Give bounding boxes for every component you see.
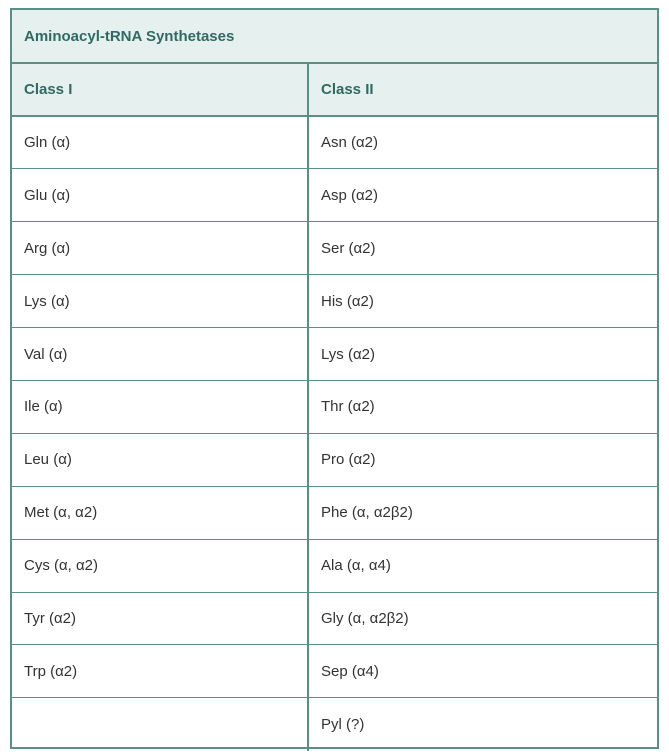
class-i-cell: Met (α, α2) xyxy=(12,486,308,539)
table-row xyxy=(12,698,657,751)
table-row xyxy=(12,275,657,328)
class-ii-cell: Pyl (?) xyxy=(321,715,365,733)
class-ii-cell: Sep (α4) xyxy=(308,645,657,698)
table-title: Aminoacyl-tRNA Synthetases xyxy=(12,10,657,63)
class-i-cell: Gln (α) xyxy=(12,116,308,169)
class-ii-cell: Lys (α2) xyxy=(308,328,657,381)
class-i-cell: Ile (α) xyxy=(12,380,308,433)
table-row xyxy=(12,433,657,486)
class-i-cell: Arg (α) xyxy=(12,222,308,275)
synthetase-table xyxy=(10,8,659,749)
column-header-class-i: Class I xyxy=(12,63,308,116)
class-ii-cell: His (α2) xyxy=(308,275,657,328)
synthetase-table-grid xyxy=(12,10,657,751)
class-ii-cell: Asn (α2) xyxy=(308,116,657,169)
table-row xyxy=(12,645,657,698)
table-title-row xyxy=(12,10,657,63)
class-ii-cell: Thr (α2) xyxy=(308,380,657,433)
class-ii-cell: Gly (α, α2β2) xyxy=(308,592,657,645)
class-i-cell: Glu (α) xyxy=(12,169,308,222)
class-ii-cell: Pro (α2) xyxy=(308,433,657,486)
class-i-cell: Cys (α, α2) xyxy=(12,539,308,592)
table-row xyxy=(12,222,657,275)
table-row xyxy=(12,169,657,222)
class-ii-cell: Ala (α, α4) xyxy=(308,539,657,592)
column-header-class-ii: Class II xyxy=(308,63,657,116)
table-row xyxy=(12,328,657,381)
class-ii-cell: Phe (α, α2β2) xyxy=(308,486,657,539)
table-row xyxy=(12,592,657,645)
table-row xyxy=(12,486,657,539)
class-i-cell: Trp (α2) xyxy=(12,645,308,698)
class-i-cell xyxy=(12,698,308,751)
class-ii-cell: Asp (α2) xyxy=(308,169,657,222)
table-header-row xyxy=(12,63,657,116)
class-i-cell: Tyr (α2) xyxy=(12,592,308,645)
class-i-cell: Lys (α) xyxy=(12,275,308,328)
class-i-cell: Val (α) xyxy=(12,328,308,381)
table-row xyxy=(12,116,657,169)
table-row xyxy=(12,539,657,592)
table-row xyxy=(12,380,657,433)
class-ii-cell: Ser (α2) xyxy=(308,222,657,275)
class-i-cell: Leu (α) xyxy=(12,433,308,486)
